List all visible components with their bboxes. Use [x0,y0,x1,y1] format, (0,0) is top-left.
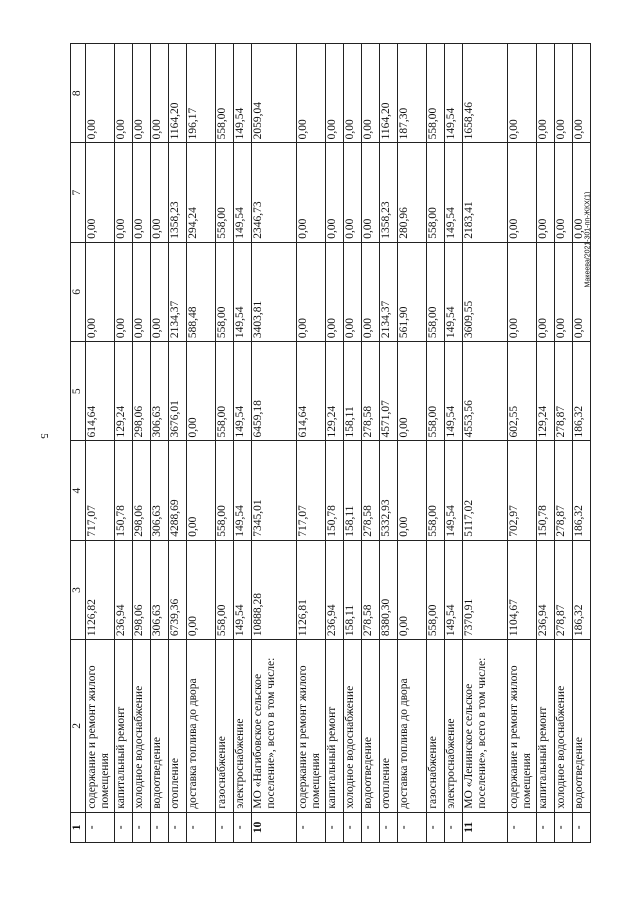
value-cell: 0,00 [326,44,344,143]
header-cell: 7 [71,143,86,242]
value-cell: 0,00 [362,242,380,341]
value-cell: 1164,20 [380,44,398,143]
value-cell: 1126,81 [297,540,326,639]
value-cell: 0,00 [508,242,537,341]
value-cell: 8380,30 [380,540,398,639]
row-number-cell: - [344,812,362,842]
row-label-cell: содержание и ремонт жилого помещения [297,640,326,813]
value-cell: 558,00 [216,441,234,540]
value-cell: 558,00 [216,44,234,143]
value-cell: 149,54 [445,242,463,341]
table-row [380,44,398,843]
value-cell: 1658,46 [463,44,508,143]
row-number-cell: - [362,812,380,842]
row-number-cell: - [115,812,133,842]
value-cell: 0,00 [573,242,591,341]
table-row [115,44,133,843]
value-cell: 0,00 [151,242,169,341]
header-cell: 5 [71,342,86,441]
value-cell: 0,00 [115,143,133,242]
row-label-cell: газоснабжение [427,640,445,813]
value-cell: 0,00 [555,143,573,242]
table-row [555,44,573,843]
table-row [133,44,151,843]
value-cell: 0,00 [133,242,151,341]
value-cell: 158,11 [344,540,362,639]
value-cell: 149,54 [445,540,463,639]
value-cell: 0,00 [398,342,427,441]
value-cell: 0,00 [86,44,115,143]
value-cell: 149,54 [445,143,463,242]
value-cell: 149,54 [234,44,252,143]
value-cell: 2134,37 [169,242,187,341]
value-cell: 149,54 [234,441,252,540]
value-cell: 149,54 [445,342,463,441]
value-cell: 7370,91 [463,540,508,639]
value-cell: 0,00 [326,143,344,242]
value-cell: 149,54 [445,44,463,143]
rotated-table-wrapper [70,43,615,843]
value-cell: 129,24 [537,342,555,441]
value-cell: 187,30 [398,44,427,143]
value-cell: 558,00 [216,143,234,242]
row-number-cell: - [169,812,187,842]
row-label-cell: водоотведение [362,640,380,813]
value-cell: 306,63 [151,540,169,639]
value-cell: 1358,23 [169,143,187,242]
header-cell: 2 [71,640,86,813]
value-cell: 236,94 [115,540,133,639]
value-cell: 196,17 [187,44,216,143]
row-number-cell: - [151,812,169,842]
value-cell: 2346,73 [252,143,297,242]
value-cell: 561,90 [398,242,427,341]
value-cell: 158,11 [344,441,362,540]
value-cell: 0,00 [86,242,115,341]
row-label-cell: водоотведение [151,640,169,813]
value-cell: 278,87 [555,342,573,441]
value-cell: 0,00 [133,143,151,242]
value-cell: 702,97 [508,441,537,540]
value-cell: 5332,93 [380,441,398,540]
value-cell: 0,00 [508,44,537,143]
table-row [169,44,187,843]
value-cell: 0,00 [537,242,555,341]
row-label-cell: МО «Нагибовское сельское поселение», всего в том числе: [252,640,297,813]
value-cell: 4553,56 [463,342,508,441]
row-label-cell: отопление [169,640,187,813]
value-cell: 3676,01 [169,342,187,441]
value-cell: 0,00 [555,242,573,341]
header-cell: 6 [71,242,86,341]
value-cell: 0,00 [187,540,216,639]
value-cell: 558,00 [427,143,445,242]
table-row [297,44,326,843]
table-row [86,44,115,843]
value-cell: 129,24 [326,342,344,441]
row-number-cell: - [445,812,463,842]
value-cell: 0,00 [187,342,216,441]
row-number-cell: - [187,812,216,842]
value-cell: 558,00 [216,540,234,639]
table-row [398,44,427,843]
value-cell: 0,00 [326,242,344,341]
row-number-cell: - [86,812,115,842]
value-cell: 10888,28 [252,540,297,639]
value-cell: 717,07 [297,441,326,540]
table-row [151,44,169,843]
value-cell: 558,00 [427,242,445,341]
value-cell: 0,00 [344,44,362,143]
value-cell: 149,54 [234,342,252,441]
value-cell: 236,94 [326,540,344,639]
row-number-cell: - [555,812,573,842]
value-cell: 558,00 [427,44,445,143]
table-row [463,44,508,843]
value-cell: 294,24 [187,143,216,242]
value-cell: 298,06 [133,540,151,639]
value-cell: 150,78 [326,441,344,540]
value-cell: 158,11 [344,342,362,441]
row-label-cell: доставка топлива до двора [398,640,427,813]
value-cell: 0,00 [537,143,555,242]
value-cell: 298,06 [133,342,151,441]
row-label-cell: МО «Ленинское сельское поселение», всего в том числе: [463,640,508,813]
value-cell: 2183,41 [463,143,508,242]
row-label-cell: отопление [380,640,398,813]
row-label-cell: водоотведение [573,640,591,813]
row-label-cell: капитальный ремонт [115,640,133,813]
value-cell: 0,00 [151,44,169,143]
header-row [71,44,86,843]
value-cell: 186,32 [573,342,591,441]
value-cell: 0,00 [573,44,591,143]
value-cell: 306,63 [151,441,169,540]
value-cell: 5117,02 [463,441,508,540]
row-number-cell: - [216,812,234,842]
row-number-cell: - [573,812,591,842]
value-cell: 614,64 [297,342,326,441]
value-cell: 0,00 [398,441,427,540]
row-number-cell: - [427,812,445,842]
row-number-cell: 10 [252,812,297,842]
value-cell: 6739,36 [169,540,187,639]
row-label-cell: холодное водоснабжение [555,640,573,813]
value-cell: 602,55 [508,342,537,441]
table-row [216,44,234,843]
value-cell: 0,00 [362,44,380,143]
row-number-cell: - [234,812,252,842]
row-label-cell: электроснабжение [234,640,252,813]
header-cell: 3 [71,540,86,639]
value-cell: 306,63 [151,342,169,441]
value-cell: 3609,55 [463,242,508,341]
table-row [537,44,555,843]
document-code: Макеева/2021-301-пп-ЖКХ(1) [584,191,592,288]
value-cell: 588,48 [187,242,216,341]
value-cell: 0,00 [297,242,326,341]
value-cell: 149,54 [445,441,463,540]
value-cell: 149,54 [234,540,252,639]
row-label-cell: холодное водоснабжение [133,640,151,813]
value-cell: 0,00 [344,143,362,242]
row-label-cell: электроснабжение [445,640,463,813]
value-cell: 150,78 [537,441,555,540]
header-cell: 4 [71,441,86,540]
value-cell: 7345,01 [252,441,297,540]
header-cell: 8 [71,44,86,143]
table-row [445,44,463,843]
row-number-cell: - [326,812,344,842]
tariff-table [70,43,591,843]
value-cell: 0,00 [555,44,573,143]
row-number-cell: - [297,812,326,842]
value-cell: 149,54 [234,242,252,341]
row-label-cell: доставка топлива до двора [187,640,216,813]
value-cell: 4571,07 [380,342,398,441]
value-cell: 0,00 [362,143,380,242]
value-cell: 0,00 [537,44,555,143]
row-label-cell: газоснабжение [216,640,234,813]
row-label-cell: содержание и ремонт жилого помещения [508,640,537,813]
value-cell: 1126,82 [86,540,115,639]
value-cell: 0,00 [86,143,115,242]
value-cell: 0,00 [133,44,151,143]
value-cell: 614,64 [86,342,115,441]
row-number-cell: - [398,812,427,842]
table-row [362,44,380,843]
value-cell: 278,58 [362,540,380,639]
value-cell: 186,32 [573,441,591,540]
value-cell: 129,24 [115,342,133,441]
value-cell: 0,00 [297,143,326,242]
value-cell: 1164,20 [169,44,187,143]
value-cell: 149,54 [234,143,252,242]
value-cell: 558,00 [216,242,234,341]
row-label-cell: капитальный ремонт [537,640,555,813]
value-cell: 0,00 [115,242,133,341]
value-cell: 717,07 [86,441,115,540]
value-cell: 186,32 [573,540,591,639]
value-cell: 0,00 [508,143,537,242]
row-number-cell: 11 [463,812,508,842]
row-number-cell: - [508,812,537,842]
value-cell: 278,58 [362,441,380,540]
value-cell: 558,00 [427,540,445,639]
value-cell: 6459,18 [252,342,297,441]
value-cell: 298,06 [133,441,151,540]
value-cell: 558,00 [427,342,445,441]
value-cell: 1358,23 [380,143,398,242]
value-cell: 2059,04 [252,44,297,143]
value-cell: 0,00 [344,242,362,341]
value-cell: 278,58 [362,342,380,441]
value-cell: 280,96 [398,143,427,242]
value-cell: 278,87 [555,441,573,540]
value-cell: 0,00 [398,540,427,639]
row-label-cell: холодное водоснабжение [344,640,362,813]
header-cell: 1 [71,812,86,842]
value-cell: 150,78 [115,441,133,540]
value-cell: 0,00 [187,441,216,540]
value-cell: 236,94 [537,540,555,639]
value-cell: 558,00 [427,441,445,540]
table-row [573,44,591,843]
table-row [187,44,216,843]
row-number-cell: - [537,812,555,842]
table-row [252,44,297,843]
table-row [427,44,445,843]
value-cell: 3403,81 [252,242,297,341]
row-label-cell: содержание и ремонт жилого помещения [86,640,115,813]
value-cell: 0,00 [151,143,169,242]
value-cell: 4288,69 [169,441,187,540]
value-cell: 0,00 [573,143,591,242]
table-row [508,44,537,843]
value-cell: 2134,37 [380,242,398,341]
value-cell: 0,00 [115,44,133,143]
table-row [326,44,344,843]
value-cell: 1104,67 [508,540,537,639]
table-row [234,44,252,843]
row-label-cell: капитальный ремонт [326,640,344,813]
value-cell: 0,00 [297,44,326,143]
row-number-cell: - [133,812,151,842]
page-number: 5 [38,433,50,439]
table-row [344,44,362,843]
value-cell: 558,00 [216,342,234,441]
value-cell: 278,87 [555,540,573,639]
row-number-cell: - [380,812,398,842]
